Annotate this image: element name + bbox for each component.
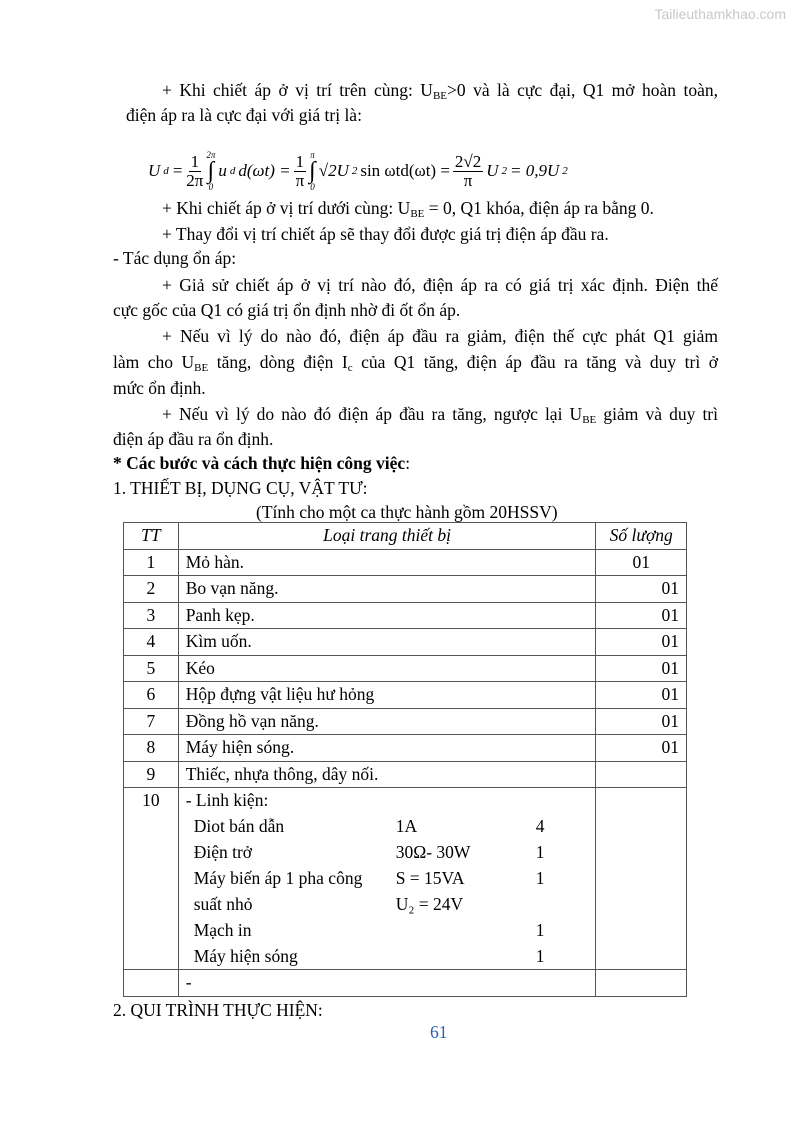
component-name: Máy hiện sóng [193, 946, 298, 966]
row-qty [596, 970, 687, 997]
row-item: Mỏ hàn. [178, 549, 596, 576]
table-row [124, 970, 687, 997]
row-tt: 5 [124, 655, 179, 682]
row-qty: 01 [596, 576, 687, 603]
component-spec: S = 15VA [395, 868, 465, 888]
row-item [178, 788, 596, 970]
component-spec: 30Ω- 30W [395, 842, 471, 862]
page-number: 61 [430, 1022, 448, 1042]
row-tt: 10 [124, 788, 179, 970]
section-heading: * Các bước và cách thực hiện công việc: [113, 453, 411, 473]
row-qty: 01 [596, 735, 687, 762]
row-item: Kéo [178, 655, 596, 682]
row-qty [596, 761, 687, 788]
watermark: Tailieuthamkhao.com [654, 6, 786, 22]
components-list [186, 813, 589, 969]
component-qty: 1 [535, 842, 545, 862]
table-row [124, 602, 687, 629]
paragraph: + Khi chiết áp ở vị trí trên cùng: $U_{BE}>0$ và là cực đại, Q1 mở hoàn toàn, [162, 80, 718, 102]
component-qty: 1 [535, 868, 545, 888]
row-tt: 6 [124, 682, 179, 709]
row-tt: 7 [124, 708, 179, 735]
row-qty: 01 [596, 629, 687, 656]
row-item: Hộp đựng vật liệu hư hỏng [178, 682, 596, 709]
row-item: Panh kẹp. [178, 602, 596, 629]
row-tt: 4 [124, 629, 179, 656]
component-spec: U₂ = 24V [395, 894, 464, 914]
header-tt: TT [124, 523, 179, 550]
table-row [124, 549, 687, 576]
component-spec [396, 943, 536, 969]
header-item: Loại trang thiết bị [178, 523, 596, 550]
component-name: suất nhỏ [193, 894, 253, 914]
table-header [124, 523, 687, 550]
component-name: Điện trở [193, 842, 253, 862]
table-row [124, 576, 687, 603]
paragraph: + Thay đổi vị trí chiết áp sẽ thay đổi được giá trị điện áp đầu ra. [162, 224, 609, 244]
row-tt: 8 [124, 735, 179, 762]
paragraph: làm cho $U_{BE}$ tăng, dòng điện $I_c$ của Q1 tăng, điện áp đầu ra tăng và duy trì ở [113, 352, 718, 374]
table-row [124, 788, 687, 970]
section-title: 2. QUI TRÌNH THỰC HIỆN: [113, 1000, 323, 1020]
component-name: Diot bán dẫn [193, 816, 285, 836]
row-tt: 9 [124, 761, 179, 788]
paragraph: - Tác dụng ổn áp: [113, 248, 237, 268]
row-tt: 3 [124, 602, 179, 629]
component-qty: 4 [535, 816, 545, 836]
paragraph: + Nếu vì lý do nào đó, điện áp đầu ra giảm, điện thế cực phát Q1 giảm [162, 326, 718, 346]
row-qty: 01 [596, 655, 687, 682]
component-qty: 1 [535, 920, 545, 940]
table-caption: (Tính cho một ca thực hành gồm 20HSSV) [256, 502, 558, 522]
paragraph: + Khi chiết áp ở vị trí dưới cùng: $U_{BE} = 0$, Q1 khóa, điện áp ra bằng 0. [162, 198, 654, 220]
paragraph: mức ổn định. [113, 378, 206, 398]
row-item: Máy hiện sóng. [178, 735, 596, 762]
table-row [124, 682, 687, 709]
table-row [124, 708, 687, 735]
row-item: Thiếc, nhựa thông, dây nối. [178, 761, 596, 788]
component-qty: 1 [535, 946, 545, 966]
paragraph: + Nếu vì lý do nào đó điện áp đầu ra tăng, ngược lại $U_{BE}$ giảm và duy trì [162, 404, 718, 426]
row-item: - [178, 970, 596, 997]
row-tt: 2 [124, 576, 179, 603]
table-row [124, 735, 687, 762]
row-qty: 01 [596, 708, 687, 735]
row-tt: 1 [124, 549, 179, 576]
component-spec: 1A [395, 816, 418, 836]
table-row [124, 629, 687, 656]
table-row [124, 761, 687, 788]
row-qty: 01 [596, 549, 687, 576]
equipment-table [123, 522, 687, 997]
component-spec [396, 917, 536, 943]
row-qty: 01 [596, 682, 687, 709]
component-qty [536, 891, 576, 917]
formula: U d = $\frac{1}{2\pi}$ 2π ∫ 0 u d d(ωt) = $\frac{1}{\pi}$ π ∫ 0 √2U 2 sin ωtd(ωt) = $\frac{2√2}{\pi}$ U 2 = 0,9U 2 [148, 150, 568, 192]
component-name: Máy biến áp 1 pha công [193, 868, 363, 888]
table-row [124, 655, 687, 682]
row-tt [124, 970, 179, 997]
row-item: Đồng hồ vạn năng. [178, 708, 596, 735]
row-qty: 01 [596, 602, 687, 629]
row-item: Bo vạn năng. [178, 576, 596, 603]
paragraph: điện áp đầu ra ổn định. [113, 429, 274, 449]
paragraph: điện áp ra là cực đại với giá trị là: [126, 105, 362, 125]
row-qty [596, 788, 687, 970]
row-item: Kìm uốn. [178, 629, 596, 656]
header-qty: Số lượng [596, 523, 687, 550]
paragraph: cực gốc của Q1 có giá trị ổn định nhờ đi ốt ổn áp. [113, 300, 461, 320]
section-title: 1. THIẾT BỊ, DỤNG CỤ, VẬT TƯ: [113, 478, 368, 498]
paragraph: + Giả sử chiết áp ở vị trí nào đó, điện áp ra có giá trị xác định. Điện thế [162, 275, 718, 295]
components-title: - Linh kiện: [185, 790, 269, 810]
component-name: Mạch in [193, 920, 252, 940]
